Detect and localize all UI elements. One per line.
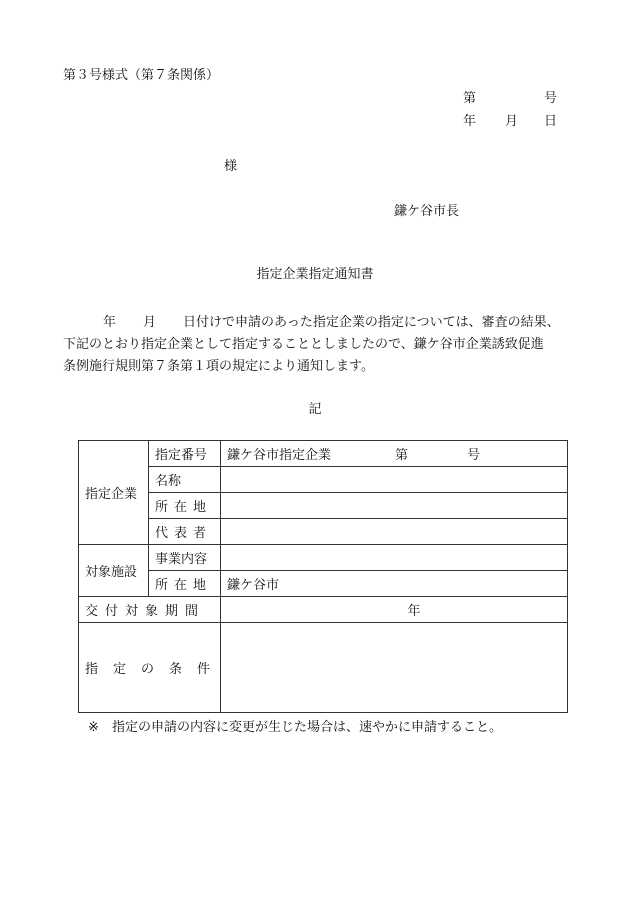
group-facility-cell (79, 545, 149, 597)
table-row (79, 467, 568, 493)
label-name-cell (149, 467, 221, 493)
label-number-cell (149, 441, 221, 467)
facility-address-value: 鎌ケ谷市 (227, 578, 280, 593)
body-month: 月 (143, 315, 157, 330)
table-row (79, 623, 568, 713)
table-row (79, 597, 568, 623)
body-line-3: 条例施行規則第７条第１項の規定により通知します。 (63, 359, 374, 374)
table-row (79, 441, 568, 467)
label-business-cell (149, 545, 221, 571)
number-value-cell (221, 441, 568, 467)
business-value-cell (221, 545, 568, 571)
body-year: 年 (103, 315, 117, 330)
body-line-2: 下記のとおり指定企業として指定することとしましたので、鎌ケ谷市企業誘致促進 (63, 337, 544, 352)
label-representative-cell (149, 519, 221, 545)
body-line-1-rest: 日付けで申請のあった指定企業の指定については、審査の結果、 (183, 315, 560, 330)
form-number: 第３号様式（第７条関係） (63, 68, 220, 83)
conditions-value-cell (221, 623, 568, 713)
footnote-mark: ※ (88, 720, 99, 735)
table-row (79, 519, 568, 545)
sender-name: 鎌ケ谷市長 (394, 204, 460, 219)
facility-address-value-cell (221, 571, 568, 597)
label-address: 所在地 (155, 500, 213, 515)
table-row (79, 571, 568, 597)
label-period-cell (79, 597, 221, 623)
document-title: 指定企業指定通知書 (256, 267, 374, 282)
table-row (79, 493, 568, 519)
ki-heading: 記 (308, 402, 322, 417)
address-value-cell (221, 493, 568, 519)
number-dai: 第 (395, 448, 409, 463)
label-representative: 代表者 (155, 526, 213, 541)
period-year: 年 (407, 604, 421, 619)
number-prefix: 鎌ケ谷市指定企業 (227, 448, 332, 463)
label-number: 指定番号 (155, 448, 208, 463)
footnote (88, 721, 502, 734)
name-value-cell (221, 467, 568, 493)
recipient-honorific: 様 (224, 159, 238, 174)
body-text (63, 312, 573, 378)
body-line-1 (63, 312, 573, 334)
document-number-go: 号 (544, 91, 558, 106)
date-month: 月 (505, 114, 519, 129)
footnote-text: 指定の申請の内容に変更が生じた場合は、速やかに申請すること。 (112, 720, 503, 735)
date-day: 日 (544, 114, 558, 129)
label-name: 名称 (155, 474, 182, 489)
group-facility-label: 対象施設 (85, 565, 138, 580)
document-number-dai: 第 (463, 91, 477, 106)
designation-table (78, 440, 568, 713)
group-company-cell (79, 441, 149, 545)
label-facility-address-cell (149, 571, 221, 597)
date-year: 年 (463, 114, 477, 129)
table-row (79, 545, 568, 571)
label-facility-address: 所在地 (155, 578, 213, 593)
number-go: 号 (467, 448, 481, 463)
representative-value-cell (221, 519, 568, 545)
label-conditions-cell (79, 623, 226, 713)
label-business: 事業内容 (155, 552, 208, 567)
label-period: 交付対象期間 (85, 604, 206, 619)
group-company-label: 指定企業 (85, 487, 138, 502)
label-conditions: 指定の条件 (85, 662, 226, 677)
label-address-cell (149, 493, 221, 519)
period-value-cell (221, 597, 568, 623)
